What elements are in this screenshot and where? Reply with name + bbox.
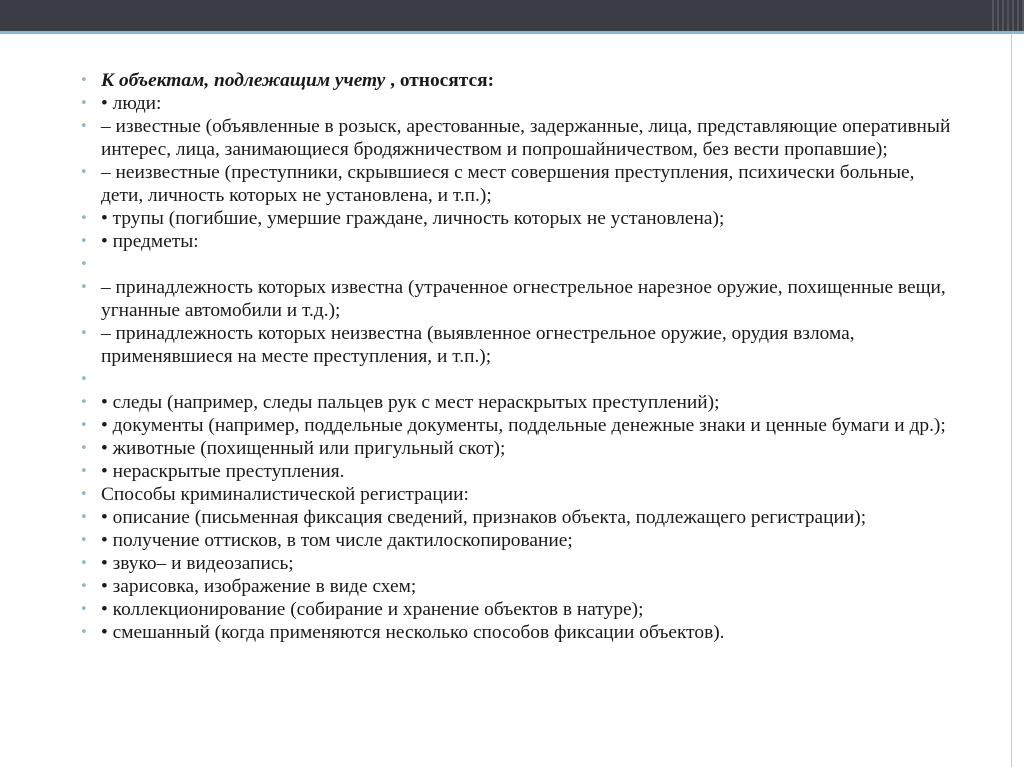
slide-header-bar	[0, 0, 1024, 31]
list-item-text: • нераскрытые преступления.	[101, 461, 345, 482]
list-item	[80, 207, 960, 230]
list-item	[80, 437, 960, 460]
list-item-text: • зарисовка, изображение в виде схем;	[101, 576, 417, 597]
list-item-text: • смешанный (когда применяются несколько способов фиксации объектов).	[101, 622, 725, 643]
bullet-icon: •	[80, 464, 88, 479]
bullet-icon: •	[80, 372, 88, 387]
list-item-text: • трупы (погибшие, умершие граждане, личность которых не установлена);	[101, 208, 725, 229]
bullet-list	[80, 69, 960, 644]
slide-content	[80, 69, 960, 644]
list-item-text: – принадлежность которых известна (утраченное огнестрельное нарезное оружие, похищенные вещи, угнанные автомобили и т.д.);	[101, 277, 946, 321]
list-item-text: • описание (письменная фиксация сведений, признаков объекта, подлежащего регистрации);	[101, 507, 867, 528]
list-item-text: • предметы:	[101, 231, 199, 252]
list-item	[80, 506, 960, 529]
bullet-icon: •	[80, 73, 88, 88]
bullet-icon: •	[80, 441, 88, 456]
list-item-text: • следы (например, следы пальцев рук с мест нераскрытых преступлений);	[101, 392, 720, 413]
bullet-icon: •	[80, 625, 88, 640]
list-item-text: – неизвестные (преступники, скрывшиеся с мест совершения преступления, психически больные, дети, личность которых не установлена, и т.п.);	[101, 162, 915, 206]
bullet-icon: •	[80, 165, 88, 180]
list-item	[80, 115, 960, 161]
list-item-text	[101, 69, 960, 92]
list-item	[80, 253, 960, 276]
bullet-icon: •	[80, 395, 88, 410]
list-item	[80, 529, 960, 552]
title-rest-text: , относятся:	[385, 70, 495, 91]
list-item-text: • документы (например, поддельные документы, поддельные денежные знаки и ценные бумаги и др.);	[101, 415, 946, 436]
bullet-icon: •	[80, 556, 88, 571]
title-italic-text: К объектам, подлежащим учету	[101, 70, 386, 91]
list-item-text: – принадлежность которых неизвестна (выявленное огнестрельное оружие, орудия взлома, применявшиеся на месте преступления, и т.п.);	[101, 323, 855, 367]
list-item-text: – известные (объявленные в розыск, арестованные, задержанные, лица, представляющие оперативный интерес, лица, занимающиеся бродяжничеством и попрошайничеством, без вести пропавшие);	[101, 116, 951, 160]
bullet-icon: •	[80, 533, 88, 548]
list-item-title	[80, 69, 960, 92]
bullet-icon: •	[80, 579, 88, 594]
list-item	[80, 414, 960, 437]
bullet-icon: •	[80, 234, 88, 249]
bullet-icon: •	[80, 510, 88, 525]
list-item-text: • коллекционирование (собирание и хранение объектов в натуре);	[101, 599, 644, 620]
bullet-icon: •	[80, 119, 88, 134]
bullet-icon: •	[80, 211, 88, 226]
list-item	[80, 368, 960, 391]
list-item	[80, 621, 960, 644]
list-item-text: • животные (похищенный или пригульный скот);	[101, 438, 506, 459]
list-item	[80, 92, 960, 115]
list-item	[80, 460, 960, 483]
list-item-text: • звуко– и видеозапись;	[101, 553, 294, 574]
list-item-text: Способы криминалистической регистрации:	[101, 484, 469, 505]
right-border-line	[1011, 34, 1012, 767]
bullet-icon: •	[80, 257, 88, 272]
bullet-icon: •	[80, 326, 88, 341]
header-accent-line	[0, 31, 1024, 34]
bullet-icon: •	[80, 602, 88, 617]
bullet-icon: •	[80, 487, 88, 502]
list-item	[80, 322, 960, 368]
header-stripes-decoration	[992, 0, 1024, 31]
list-item	[80, 575, 960, 598]
list-item	[80, 483, 960, 506]
list-item	[80, 598, 960, 621]
list-item	[80, 276, 960, 322]
list-item	[80, 391, 960, 414]
list-item-text: • люди:	[101, 93, 162, 114]
list-item	[80, 161, 960, 207]
list-item	[80, 230, 960, 253]
bullet-icon: •	[80, 96, 88, 111]
bullet-icon: •	[80, 418, 88, 433]
list-item	[80, 552, 960, 575]
bullet-icon: •	[80, 280, 88, 295]
list-item-text: • получение оттисков, в том числе дактилоскопирование;	[101, 530, 573, 551]
